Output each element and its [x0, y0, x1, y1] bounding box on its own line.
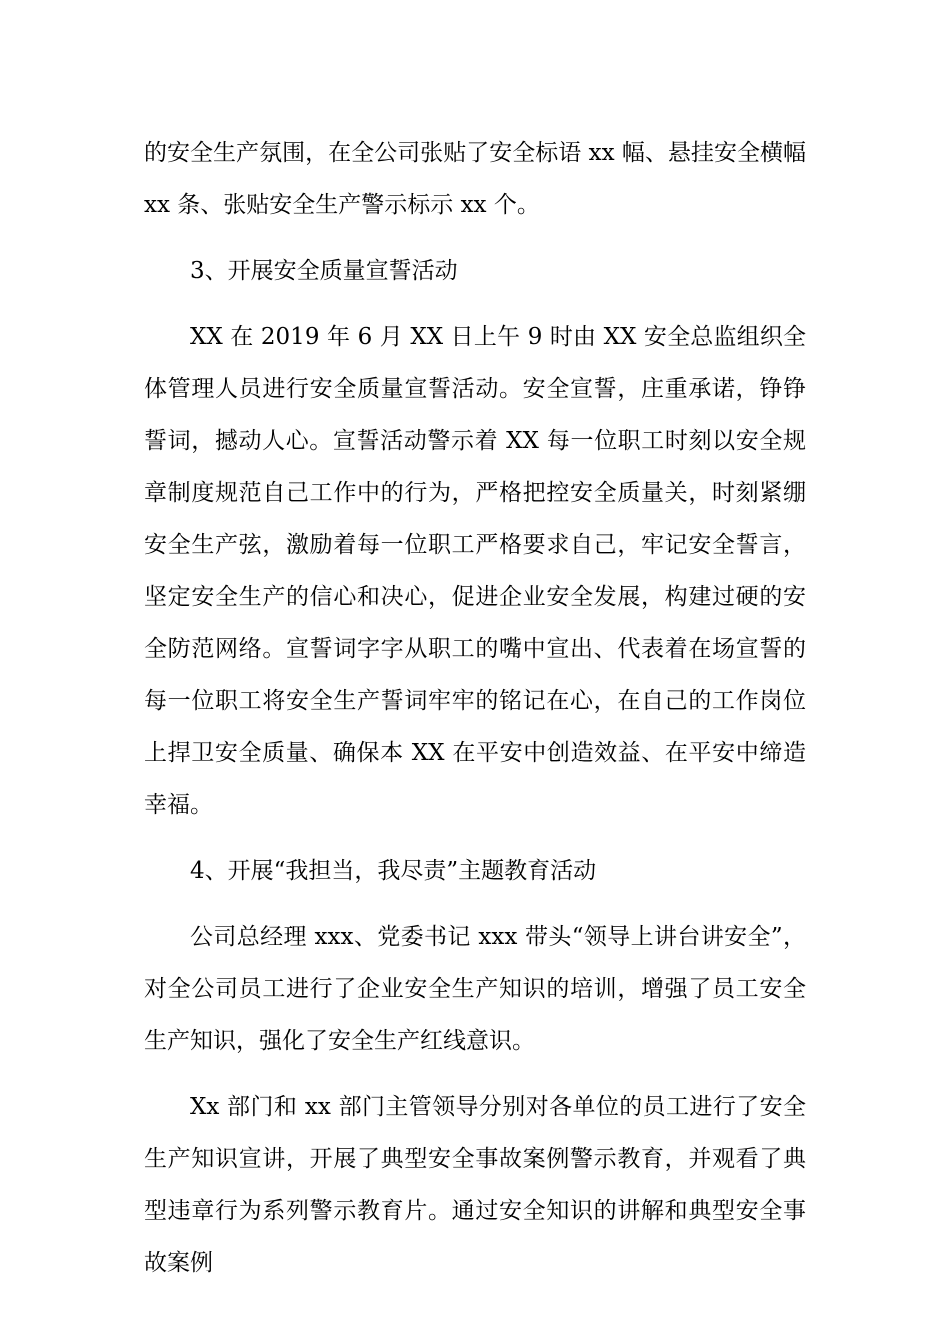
body-paragraph-leadership-training: 公司总经理 xxx、党委书记 xxx 带头“领导上讲台讲安全”，对全公司员工进行了企业安全生产知识的培训，增强了员工安全生产知识，强化了安全生产红线意识。: [144, 924, 806, 1054]
section-heading-4: 4、开展“我担当，我尽责”主题教育活动: [190, 858, 597, 884]
body-paragraph-continued: 的安全生产氛围，在全公司张贴了安全标语 xx 幅、悬挂安全横幅 xx 条、张贴安全生产警示标示 xx 个。: [144, 140, 806, 218]
section-heading-3: 3、开展安全质量宣誓活动: [190, 258, 458, 284]
document-page: [144, 127, 806, 1303]
body-paragraph-department-lectures: Xx 部门和 xx 部门主管领导分别对各单位的员工进行了安全生产知识宣讲，开展了典型安全事故案例警示教育，并观看了典型违章行为系列警示教育片。通过安全知识的讲解和典型安全事故案例: [144, 1094, 806, 1276]
body-paragraph-oath-activity: XX 在 2019 年 6 月 XX 日上午 9 时由 XX 安全总监组织全体管理人员进行安全质量宣誓活动。安全宣誓，庄重承诺，铮铮誓词，撼动人心。宣誓活动警示着 XX 每一位职工时刻以安全规章制度规范自己工作中的行为，严格把控安全质量关，时刻紧绷安全生产弦，激励着每一位职工严格要求自己，牢记安全誓言，坚定安全生产的信心和决心，促进企业安全发展，构建过硬的安全防范网络。宣誓词字字从职工的嘴中宣出、代表着在场宣誓的每一位职工将安全生产誓词牢牢的铭记在心，在自己的工作岗位上捍卫安全质量、确保本 XX 在平安中创造效益、在平安中缔造幸福。: [144, 324, 806, 818]
